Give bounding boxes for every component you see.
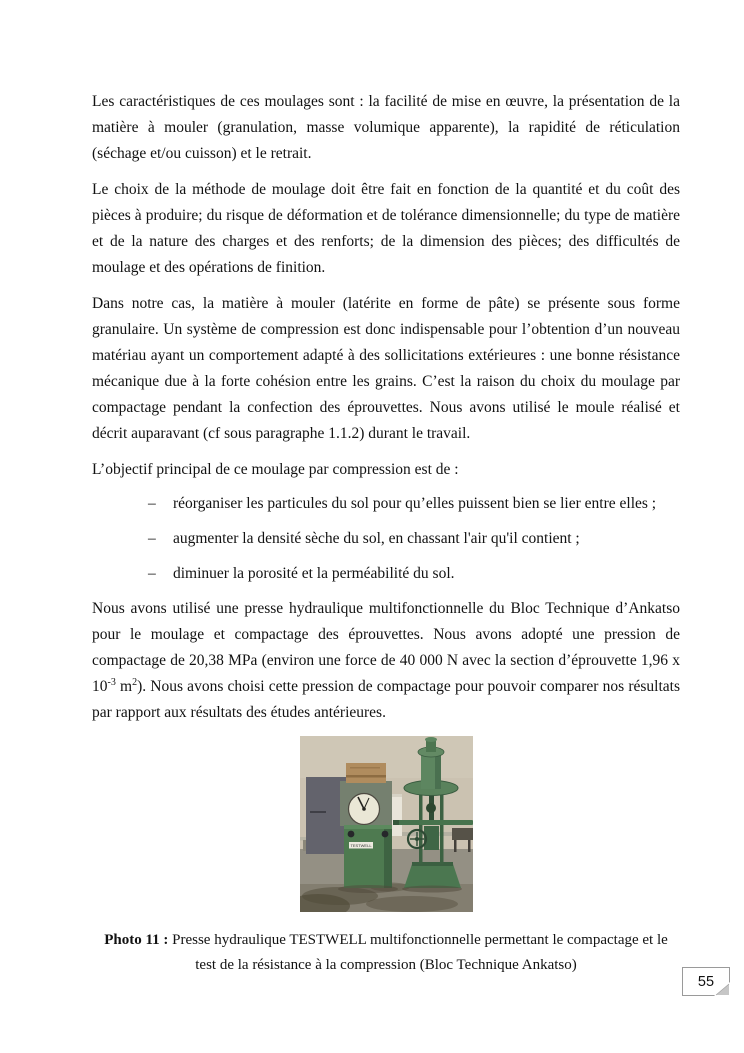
page-fold-icon xyxy=(714,982,730,996)
paragraph-segment: Nous avons utilisé une presse hydraulique multifonctionnelle du Bloc Technique d’Ankatso pour le moulage et compactage des éprouvettes. Nous avons adopté une pression de compactage de 20,38 MPa (environ une force de 40 000 N avec la section d’éprouvette 1,96 x 10 xyxy=(92,600,680,695)
press-photo xyxy=(300,736,473,912)
paragraph-segment: m xyxy=(115,678,133,695)
photo-caption xyxy=(97,928,675,978)
press-photo-image xyxy=(300,736,473,912)
objective-intro-line: L’objectif principal de ce moulage par compression est de : xyxy=(92,461,459,478)
dash-marker: – xyxy=(148,565,156,582)
press-photo-figure xyxy=(92,736,680,912)
paragraph-segment: ). Nous avons choisi cette pression de compactage pour pouvoir comparer nos résultats par rapport aux résultats des études antérieures. xyxy=(92,678,680,721)
objectives-list xyxy=(148,491,680,587)
paragraph-moulage-caracteristiques: Les caractéristiques de ces moulages sont : la facilité de mise en œuvre, la présentation de la matière à mouler (granulation, masse volumique apparente), la rapidité de réticulation (séchage et/ou cuisson) et le retrait. xyxy=(92,93,680,162)
list-item-text: augmenter la densité sèche du sol, en chassant l'air qu'il contient ; xyxy=(173,530,580,547)
page-number: 55 xyxy=(697,973,715,990)
superscript-exponent: -3 xyxy=(107,676,116,688)
page-number-badge xyxy=(682,967,730,996)
dash-marker: – xyxy=(148,530,156,547)
list-item-text: diminuer la porosité et la perméabilité du sol. xyxy=(173,565,455,582)
list-item xyxy=(148,491,680,517)
machine-brand-label: TESTWELL xyxy=(349,843,372,849)
dash-marker: – xyxy=(148,495,156,512)
paragraph-presse-hydraulique xyxy=(92,596,680,726)
page-content xyxy=(92,0,680,978)
superscript-exponent: 2 xyxy=(132,676,138,688)
list-item xyxy=(148,526,680,552)
list-item xyxy=(148,561,680,587)
list-item-text: réorganiser les particules du sol pour qu’elles puissent bien se lier entre elles ; xyxy=(173,495,657,512)
paragraph-notre-cas: Dans notre cas, la matière à mouler (latérite en forme de pâte) se présente sous forme granulaire. Un système de compression est donc indispensable pour l’obtention d’un nouveau matériau ayant un comportement adapté à des sollicitations extérieures : une bonne résistance mécanique due à la forte cohésion entre les grains. C’est la raison du choix du moulage par compactage pendant la confection des éprouvettes. Nous avons utilisé le moule réalisé et décrit auparavant (cf sous paragraphe 1.1.2) durant le travail. xyxy=(92,295,680,442)
photo-caption-text: Presse hydraulique TESTWELL multifonctionnelle permettant le compactage et le test de la résistance à la compression (Bloc Technique Ankatso) xyxy=(168,932,668,973)
photo-caption-label: Photo 11 : xyxy=(104,932,169,948)
paragraph-choix-methode: Le choix de la méthode de moulage doit être fait en fonction de la quantité et du coût des pièces à produire; du risque de déformation et de tolérance dimensionnelle; du type de matière et de la nature des charges et des renforts; de la dimension des pièces; des difficultés de moulage et des opérations de finition. xyxy=(92,181,680,276)
